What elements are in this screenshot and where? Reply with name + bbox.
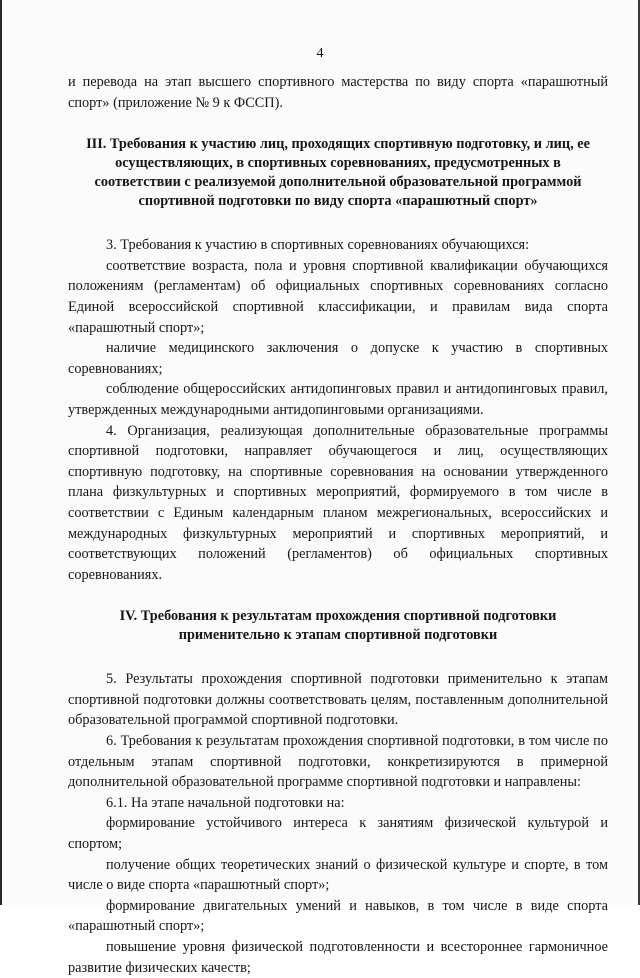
paragraph-3-item-3: соблюдение общероссийских антидопинговых правил и антидопинговых правил, утвержденных международными антидопинговыми организациями.: [68, 381, 608, 418]
paragraph-3: 3. Требования к участию в спортивных соревнованиях обучающихся:: [106, 237, 530, 254]
section-3-heading: III. Требования к участию лиц, проходящих спортивную подготовку, и лиц, ее осуществляющих, в спортивных соревнованиях, предусмотренных в соответствии с реализуемой дополнительной образовательной программой спортивной подготовки по виду спорта «парашютный спорт»: [86, 136, 590, 210]
paragraph-6: 6. Требования к результатам прохождения спортивной подготовки, в том числе по отдельным этапам спортивной подготовки, конкретизируются в примерной дополнительной образовательной программе спортивной подготовки и направлены:: [68, 733, 608, 791]
paragraph-6-1-item-4: повышение уровня физической подготовленности и всестороннее гармоничное развитие физических качеств;: [68, 939, 608, 976]
paragraph-5: 5. Результаты прохождения спортивной подготовки применительно к этапам спортивной подготовки должны соответствовать целям, поставленным дополнительной образовательной программой спортивной подготовки.: [68, 671, 608, 729]
paragraph-6-1-item-1: формирование устойчивого интереса к занятиям физической культурой и спортом;: [68, 815, 608, 853]
paragraph-4: 4. Организация, реализующая дополнительные образовательные программы спортивной подготовки, направляет обучающегося и лиц, осуществляющих спортивную подготовку, на спортивные соревнования на основании утвержденного плана физкультурных и спортивных мероприятий, формируемого в том числе в соответствии с Единым календарным планом межрегиональных, всероссийских и международных физкультурных мероприятий и спортивных мероприятий, и соответствующих положений (регламентов) об официальных спортивных соревнованиях.: [68, 422, 608, 583]
page-number: 4: [316, 46, 324, 61]
paragraph-3-item-1: соответствие возраста, пола и уровня спортивной квалификации обучающихся положениям (регламентам) об официальных спортивных соревнованиях согласно Единой всероссийской спортивной классификации, и правилам вида спорта «парашютный спорт»;: [68, 257, 608, 336]
paragraph-6-1-item-3: формирование двигательных умений и навыков, в том числе в виде спорта «парашютный спорт»;: [68, 897, 608, 935]
paragraph-3-item-2: наличие медицинского заключения о допуске к участию в спортивных соревнованиях;: [68, 340, 608, 377]
section-4-heading: IV. Требования к результатам прохождения спортивной подготовки применительно к этапам спортивной подготовки: [119, 608, 557, 644]
paragraph-6-1: 6.1. На этапе начальной подготовки на:: [106, 794, 345, 811]
intro-paragraph: и перевода на этап высшего спортивного мастерства по виду спорта «парашютный спорт» (приложение № 9 к ФССП).: [68, 74, 608, 111]
paragraph-6-1-item-2: получение общих теоретических знаний о физической культуре и спорте, в том числе о виде спорта «парашютный спорт»;: [68, 856, 608, 894]
page-content: [68, 72, 608, 978]
